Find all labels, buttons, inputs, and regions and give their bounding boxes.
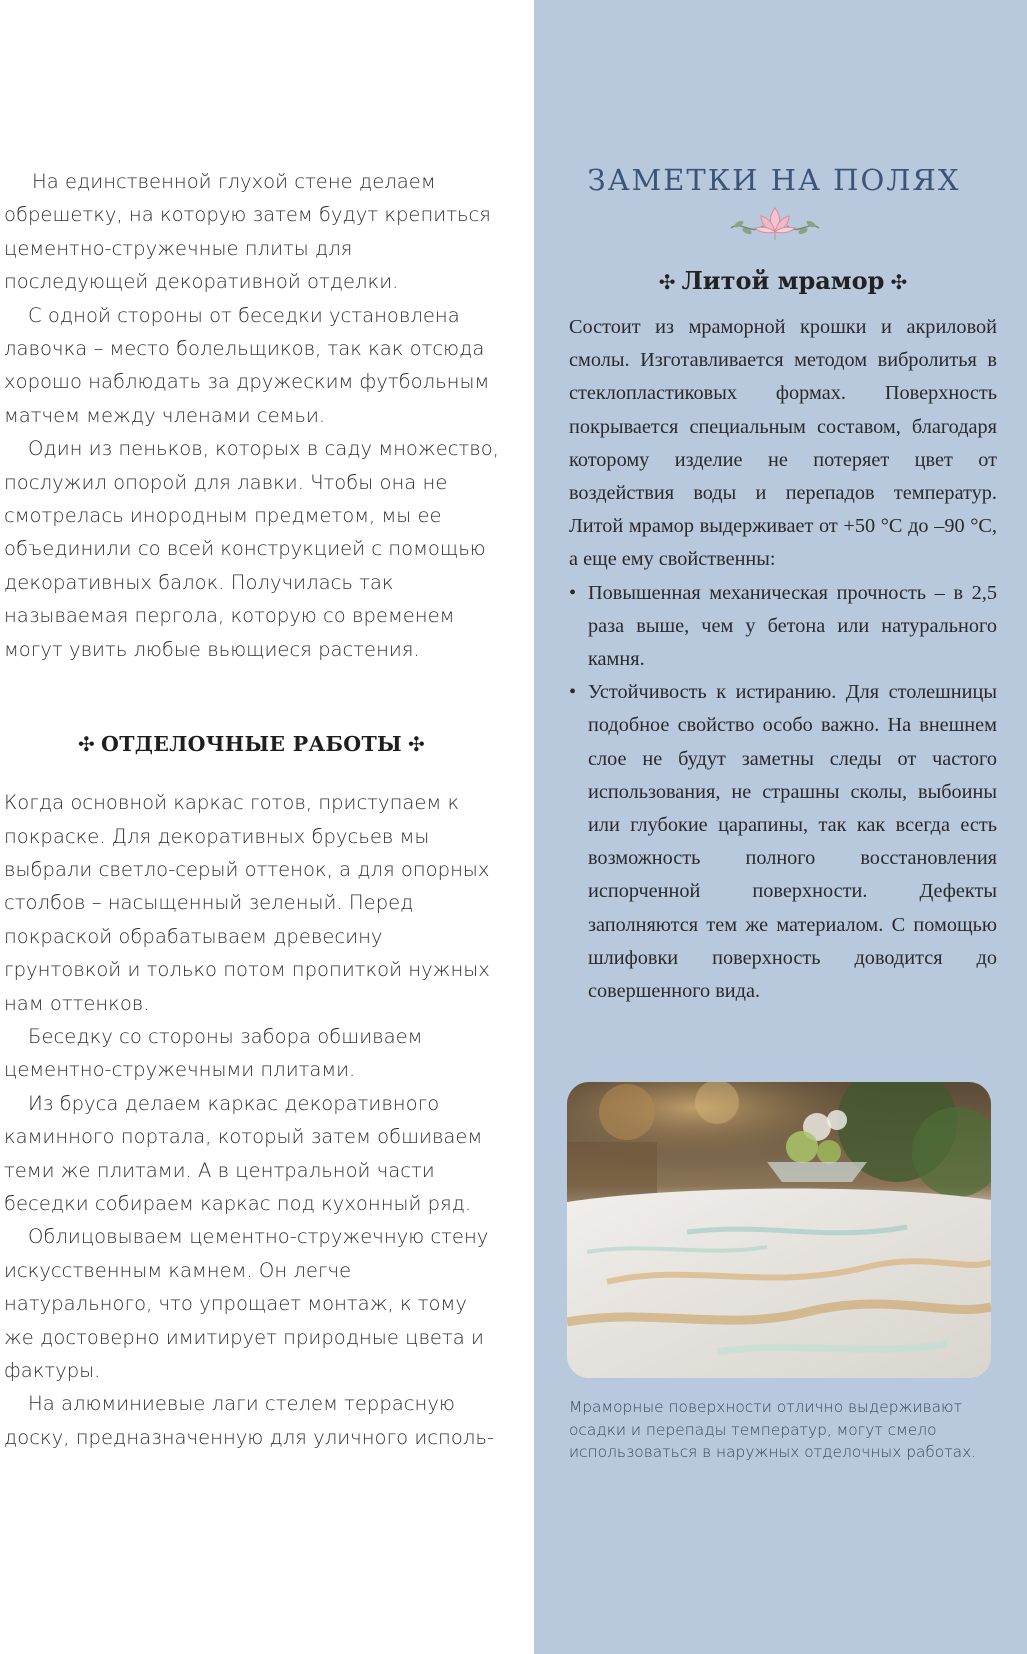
paragraph: Из бруса делаем каркас декоративного каминного портала, который затем обшиваем теми же плитами. А в центральной части беседки собираем каркас под кухонный ряд. <box>4 1091 483 1215</box>
ornament-icon: ✣ <box>658 270 676 294</box>
sidebar-subtitle-text: Литой мрамор <box>681 266 885 295</box>
ornament-icon: ✣ <box>77 732 96 757</box>
paragraph: На алюминиевые лаги стелем террасную доску, предназначенную для уличного исполь- <box>4 1392 494 1449</box>
sidebar-title: ЗАМЕТКИ НА ПОЛЯХ <box>587 163 961 197</box>
sidebar-bullet-list <box>569 577 997 1009</box>
section-heading-text: ОТДЕЛОЧНЫЕ РАБОТЫ <box>101 732 402 757</box>
lotus-flourish-icon <box>727 202 823 246</box>
paragraph: Беседку со стороны забора обшиваем цементно-стружечными плитами. <box>4 1024 423 1082</box>
sidebar-content <box>569 160 997 1008</box>
ornament-icon: ✣ <box>407 732 426 757</box>
list-item: • Повышенная механическая прочность – в 2,5 раза выше, чем у бетона или натурального камня. <box>569 577 997 677</box>
sidebar-notes <box>534 0 1027 1654</box>
sidebar-intro: Состоит из мраморной крошки и акриловой смолы. Изготавливается методом вибролитья в стеклопластиковых формах. Поверхность покрывается специальным составом, благодаря которому изделие не потеряет цвет от воздействия воды и перепадов температур. Литой мрамор выдерживает от +50 °С до –90 °С, а еще ему свойственны: <box>569 316 997 571</box>
photo-caption: Мраморные поверхности отлично выдерживают осадки и перепады температур, могут смело использоваться в наружных отделочных работах. <box>569 1398 977 1461</box>
paragraph: Облицовываем цементно-стружечную стену искусственным камнем. Он легче натурального, что упрощает монтаж, к тому же достоверно имитирует природные цвета и фактуры. <box>4 1225 489 1382</box>
paragraph: На единственной глухой стене делаем обрешетку, на которую затем будут крепиться цементно-стружечные плиты для последующей декоративной отделки. <box>4 170 491 294</box>
main-column <box>4 165 499 1454</box>
sidebar-subtitle <box>569 264 997 299</box>
marble-table-photo <box>567 1082 991 1378</box>
sidebar-body <box>569 311 997 1008</box>
paragraph: С одной стороны от беседки установлена лавочка – место болельщиков, так как отсюда хорошо наблюдать за дружеским футбольным матчем между членами семьи. <box>4 303 490 427</box>
paragraph: Один из пеньков, которых в саду множество, послужил опорой для лавки. Чтобы она не смотрелась инородным предметом, мы ее объединили со всей конструкцией с помощью декоративных балок. Получилась так называемая пергола, которую со временем могут увить любые вьющиеся растения. <box>4 437 499 661</box>
list-item: • Устойчивость к истиранию. Для столешницы подобное свойство особо важно. На внешнем слое не будут заметны следы от частого использования, не страшны сколы, выбоины или глубокие царапины, так как всегда есть возможность полного восстановления испорченной поверхности. Дефекты заполняются тем же материалом. С помощью шлифовки поверхность доводится до совершенного вида. <box>569 676 997 1008</box>
section-heading <box>4 728 499 761</box>
paragraph: Когда основной каркас готов, приступаем к покраске. Для декоративных брусьев мы выбрали светло-серый оттенок, а для опорных столбов – насыщенный зеленый. Перед покраской обрабатываем древесину грунтовкой и только потом пропиткой нужных нам оттенков. <box>4 791 490 1015</box>
ornament-icon: ✣ <box>890 270 908 294</box>
